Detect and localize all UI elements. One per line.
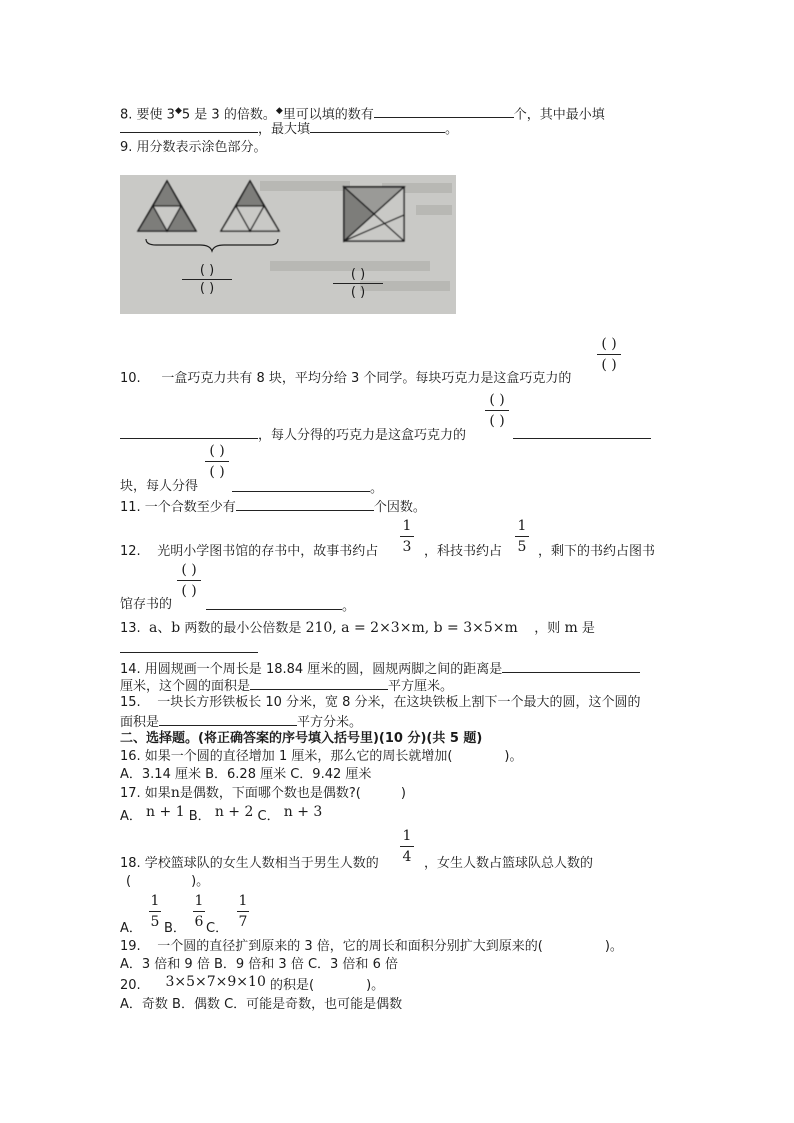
q18-option-c-frac: 1 7 xyxy=(238,893,248,930)
q12-frac-3[interactable]: ( ) ( ) xyxy=(177,562,201,599)
q13-line1: 13. a、b 两数的最小公倍数是 210, a = 2×3×m, b = 3×5×m ，则 m 是 xyxy=(120,620,595,636)
brace-icon xyxy=(146,239,278,251)
q9-answer-2[interactable]: ( ) ( ) xyxy=(333,267,383,300)
q12-line1c: ，剩下的书约占图书 xyxy=(538,544,656,559)
q15-line1: 15. 一块长方形铁板长 10 分米，宽 8 分米，在这块铁板上割下一个最大的圆，这个圆的 xyxy=(120,695,641,710)
q11-line: 11. 一个合数至少有 个因数。 xyxy=(120,500,426,515)
q14-blank-1[interactable] xyxy=(502,660,640,673)
q13-line2 xyxy=(120,640,258,658)
q13-blank[interactable] xyxy=(120,640,258,653)
q10-frac-3[interactable]: ( ) ( ) xyxy=(205,443,229,480)
q10-frac-2[interactable]: ( ) ( ) xyxy=(485,392,509,429)
q14-line1: 14. 用圆规画一个周长是 18.84 厘米的圆，圆规两脚之间的距离是 xyxy=(120,660,640,678)
q9-figure-photo xyxy=(120,175,456,314)
q17-options: A． n + 1 B． n + 2 C． n + 3 xyxy=(120,804,323,824)
q8-blank-1[interactable] xyxy=(374,105,514,118)
q17-line1: 17. 如果n是偶数，下面哪个数也是偶数?( ) xyxy=(120,785,406,801)
section-2-heading: 二、选择题。(将正确答案的序号填入括号里)(10 分)(共 5 题) xyxy=(120,731,483,746)
q15-blank[interactable] xyxy=(159,713,297,726)
q18-option-b-frac: 1 6 xyxy=(194,893,204,930)
q18-line1: 18. 学校篮球队的女生人数相当于男生人数的 xyxy=(120,856,379,871)
q12-frac-1: 1 3 xyxy=(400,518,414,555)
q12-line1b: ，科技书约占 xyxy=(424,544,503,559)
q12-line1: 12. 光明小学图书馆的存书中，故事书约占 xyxy=(120,544,379,559)
q10-line2: ，每人分得的巧克力是这盒巧克力的 xyxy=(120,426,466,444)
q10-frac-1[interactable]: ( ) ( ) xyxy=(597,336,621,373)
q18-frac: 1 4 xyxy=(400,828,414,865)
q10-blank-2-wrap xyxy=(513,426,651,444)
q8-blank-3[interactable] xyxy=(310,120,445,133)
q14-line2: 厘米，这个圆的面积是 平方厘米。 xyxy=(120,679,454,694)
q19-options: A．3 倍和 9 倍 B．9 倍和 3 倍 C．3 倍和 6 倍 xyxy=(120,957,398,972)
q8-line2: ，最大填 。 xyxy=(120,120,458,138)
q12-line2: 馆存书的 xyxy=(120,597,173,612)
q18-line2: ( )。 xyxy=(126,874,210,889)
triangle-1 xyxy=(138,181,196,231)
q8-line1: 8. 要使 3◆5 是 3 的倍数。◆里可以填的数有 个，其中最小填 xyxy=(120,106,605,123)
q12-blank[interactable] xyxy=(206,597,342,610)
q18-options-b: B． xyxy=(164,921,186,936)
q18-options-a: A． xyxy=(120,921,142,936)
q15-line2: 面积是 平方分米。 xyxy=(120,715,363,730)
q8-blank-2[interactable] xyxy=(120,120,258,133)
q10-line1: 10. 一盒巧克力共有 8 块，平均分给 3 个同学。每块巧克力是这盒巧克力的 xyxy=(120,371,572,386)
diamond-mark-icon: ◆ xyxy=(275,106,283,116)
q14-blank-2[interactable] xyxy=(250,677,388,690)
q10-blank-1[interactable] xyxy=(120,426,258,439)
q9-text: 9. 用分数表示涂色部分。 xyxy=(120,140,267,155)
q10-blank-2[interactable] xyxy=(513,426,651,439)
q18-option-a-frac: 1 5 xyxy=(150,893,160,930)
q13-expression: 210, a = 2×3×m, b = 3×5×m xyxy=(305,620,518,636)
q16-options: A．3.14 厘米 B．6.28 厘米 C．9.42 厘米 xyxy=(120,767,372,782)
q11-blank[interactable] xyxy=(236,498,374,511)
q10-blank-3[interactable] xyxy=(232,479,370,492)
q18-line1b: ，女生人数占篮球队总人数的 xyxy=(424,856,594,871)
q12-frac-2: 1 5 xyxy=(515,518,529,555)
q12-line2b: 。 xyxy=(206,597,355,615)
q20-line1: 20. 3×5×7×9×10 的积是( )。 xyxy=(120,974,385,993)
q10-line3: 块，每人分得 xyxy=(120,479,199,494)
diamond-mark-icon: ◆ xyxy=(174,106,182,116)
q20-options: A．奇数 B．偶数 C．可能是奇数，也可能是偶数 xyxy=(120,997,403,1012)
q16-line1: 16. 如果一个圆的直径增加 1 厘米，那么它的周长就增加( )。 xyxy=(120,749,523,764)
square-figure xyxy=(344,187,404,241)
q18-options-c: C． xyxy=(206,921,229,936)
q9-answer-1[interactable]: ( ) ( ) xyxy=(182,263,232,296)
q19-line1: 19. 一个圆的直径扩到原来的 3 倍，它的周长和面积分别扩大到原来的( )。 xyxy=(120,939,623,954)
q10-line3b: 。 xyxy=(232,479,383,497)
shaded-shapes-figure xyxy=(120,175,456,314)
